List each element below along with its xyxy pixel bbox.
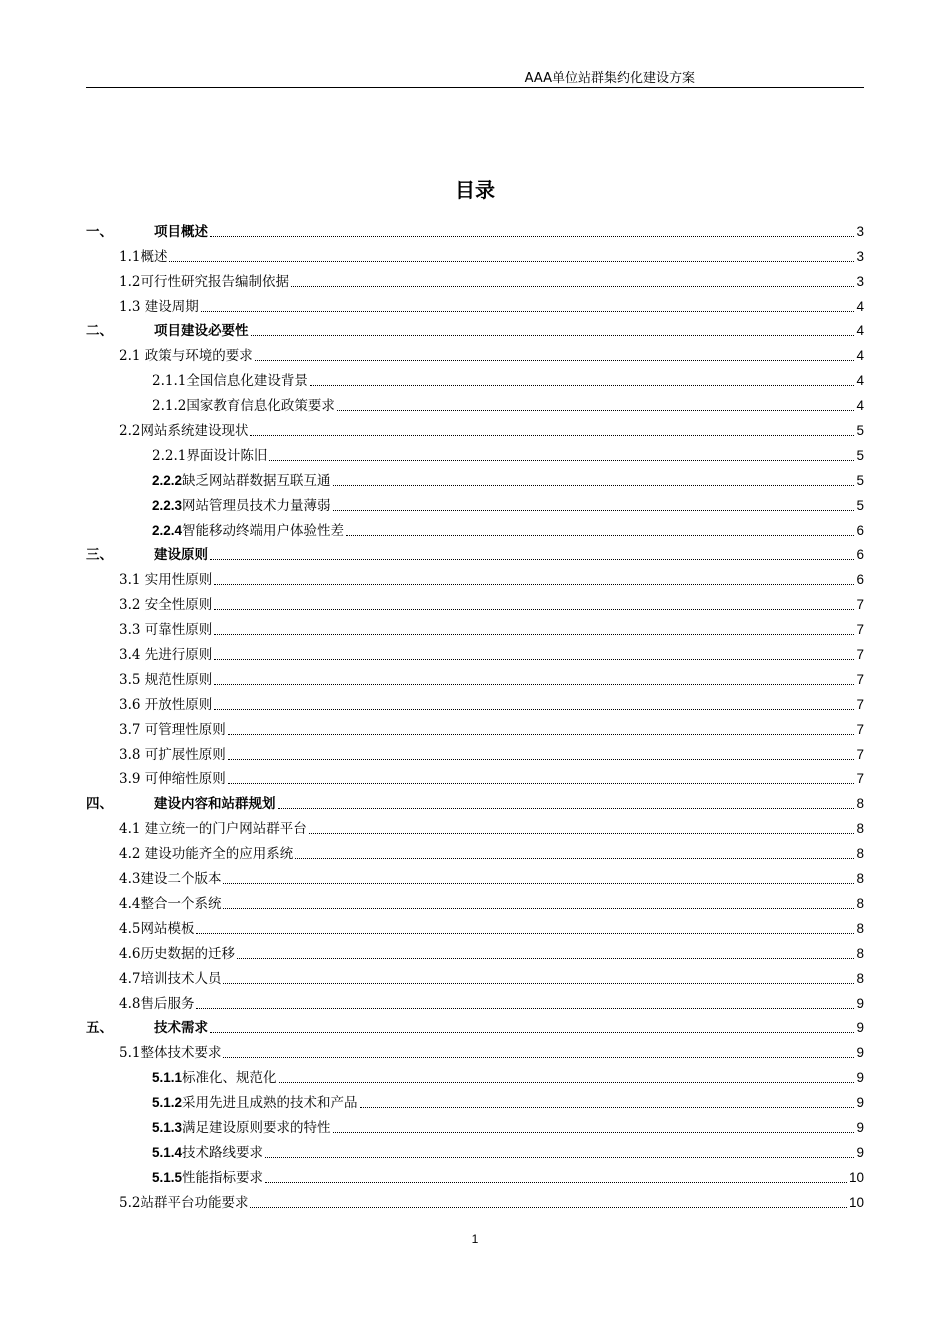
toc-dot-leader xyxy=(210,1032,854,1033)
toc-entry-number: 二、 xyxy=(86,323,113,340)
toc-entry[interactable] xyxy=(86,1037,864,1062)
toc-dot-leader xyxy=(255,360,855,361)
toc-entry[interactable] xyxy=(86,988,864,1013)
toc-entry[interactable] xyxy=(86,490,864,515)
toc-entry-page: 4 xyxy=(856,398,864,414)
toc-dot-leader xyxy=(360,1107,855,1108)
toc-entry-page: 8 xyxy=(856,945,864,961)
toc-entry-text: 3.5 规范性原则 xyxy=(119,671,213,688)
toc-entry-page: 5 xyxy=(856,497,864,513)
toc-dot-leader xyxy=(250,435,854,436)
toc-entry-text: 2.2网站系统建设现状 xyxy=(119,423,249,440)
toc-entry-number: 2.2.2 xyxy=(152,472,183,488)
toc-dot-leader xyxy=(269,460,854,461)
toc-entry[interactable] xyxy=(86,440,864,465)
toc-entry-number: 5.1.3 xyxy=(152,1119,183,1135)
toc-entry[interactable] xyxy=(86,963,864,988)
toc-entry[interactable] xyxy=(86,863,864,888)
toc-dot-leader xyxy=(214,684,854,685)
toc-entry-number: 2.2.4 xyxy=(152,522,183,538)
toc-entry[interactable] xyxy=(86,291,864,316)
toc-entry-page: 9 xyxy=(856,1095,864,1111)
toc-dot-leader xyxy=(237,958,855,959)
toc-entry[interactable] xyxy=(86,465,864,490)
toc-entry[interactable] xyxy=(86,764,864,789)
toc-entry-text: 4.4整合一个系统 xyxy=(119,895,222,912)
toc-entry-text: 3.1 实用性原则 xyxy=(119,572,213,589)
toc-dot-leader xyxy=(228,783,855,784)
toc-entry-text: 2.2.1界面设计陈旧 xyxy=(152,447,268,464)
toc-entry[interactable] xyxy=(86,241,864,266)
toc-dot-leader xyxy=(228,734,855,735)
toc-entry-page: 4 xyxy=(856,298,864,314)
toc-entry[interactable] xyxy=(86,639,864,664)
toc-entry-text: 满足建设原则要求的特性 xyxy=(182,1119,331,1136)
toc-entry[interactable] xyxy=(86,1137,864,1162)
toc-entry-number: 四、 xyxy=(86,796,113,813)
toc-entry-text: 采用先进且成熟的技术和产品 xyxy=(182,1095,358,1112)
page-number: 1 xyxy=(471,1232,479,1246)
toc-entry-page: 8 xyxy=(856,920,864,936)
toc-entry[interactable] xyxy=(86,614,864,639)
toc-entry-number: 五、 xyxy=(86,1020,113,1037)
toc-entry-text: 4.3建设二个版本 xyxy=(119,871,222,888)
toc-entry-text: 2.1.2国家教育信息化政策要求 xyxy=(152,398,335,415)
toc-entry-page: 4 xyxy=(856,323,864,339)
toc-entry-text: 4.5网站模板 xyxy=(119,920,195,937)
toc-entry-text: 标准化、规范化 xyxy=(182,1070,277,1087)
toc-dot-leader xyxy=(169,261,854,262)
toc-dot-leader xyxy=(291,286,855,287)
toc-entry-number: 三、 xyxy=(86,547,113,564)
toc-entry[interactable] xyxy=(86,564,864,589)
toc-dot-leader xyxy=(333,485,855,486)
toc-entry-page: 7 xyxy=(856,746,864,762)
toc-entry-text: 缺乏网站群数据互联互通 xyxy=(182,472,331,489)
toc-entry-number: 5.1.5 xyxy=(152,1169,183,1185)
toc-entry-text: 4.6历史数据的迁移 xyxy=(119,945,235,962)
toc-entry-page: 4 xyxy=(856,348,864,364)
toc-entry-text: 性能指标要求 xyxy=(182,1169,264,1186)
toc-dot-leader xyxy=(223,883,854,884)
toc-entry-page: 8 xyxy=(856,796,864,812)
toc-entry-page: 9 xyxy=(856,1020,864,1036)
toc-entry-page: 8 xyxy=(856,895,864,911)
toc-entry-page: 9 xyxy=(856,1070,864,1086)
toc-entry-page: 5 xyxy=(856,472,864,488)
toc-dot-leader xyxy=(214,584,854,585)
toc-dot-leader xyxy=(196,1008,854,1009)
toc-entry-number: 5.1.2 xyxy=(152,1095,183,1111)
toc-entry-page: 3 xyxy=(856,223,864,239)
toc-dot-leader xyxy=(210,236,854,237)
toc-entry-page: 9 xyxy=(856,1045,864,1061)
toc-dot-leader xyxy=(265,1157,854,1158)
toc-entry-page: 8 xyxy=(856,846,864,862)
toc-dot-leader xyxy=(278,808,855,809)
toc-entry-number: 2.2.3 xyxy=(152,497,183,513)
toc-dot-leader xyxy=(279,1082,855,1083)
toc-entry-text: 网站管理员技术力量薄弱 xyxy=(182,497,331,514)
toc-entry-page: 10 xyxy=(848,1169,864,1185)
toc-entry-page: 5 xyxy=(856,447,864,463)
toc-dot-leader xyxy=(223,1057,854,1058)
toc-dot-leader xyxy=(214,609,854,610)
toc-dot-leader xyxy=(214,634,854,635)
toc-entry[interactable] xyxy=(86,1112,864,1137)
toc-entry-page: 9 xyxy=(856,1119,864,1135)
toc-entry[interactable] xyxy=(86,1087,864,1112)
toc-entry[interactable] xyxy=(86,838,864,863)
toc-entry[interactable] xyxy=(86,216,864,241)
toc-entry-page: 4 xyxy=(856,373,864,389)
toc-entry-text: 4.2 建设功能齐全的应用系统 xyxy=(119,846,294,863)
toc-entry-text: 3.9 可伸缩性原则 xyxy=(119,771,226,788)
toc-entry[interactable] xyxy=(86,1162,864,1187)
toc-entry-text: 5.1整体技术要求 xyxy=(119,1045,222,1062)
toc-entry[interactable] xyxy=(86,689,864,714)
toc-entry-text: 建设原则 xyxy=(154,547,208,564)
toc-entry-page: 7 xyxy=(856,721,864,737)
document-header-title: AAA单位站群集约化建设方案 xyxy=(524,71,695,86)
toc-entry-text: 3.8 可扩展性原则 xyxy=(119,746,226,763)
toc-entry-text: 技术需求 xyxy=(154,1020,208,1037)
toc-entry-text: 2.1.1全国信息化建设背景 xyxy=(152,373,308,390)
toc-entry-text: 1.1概述 xyxy=(119,248,168,265)
toc-dot-leader xyxy=(295,858,854,859)
toc-entry[interactable] xyxy=(86,888,864,913)
toc-entry[interactable] xyxy=(86,1062,864,1087)
toc-entry[interactable] xyxy=(86,714,864,739)
toc-dot-leader xyxy=(251,335,855,336)
toc-entry-text: 5.2站群平台功能要求 xyxy=(119,1194,249,1211)
table-of-contents xyxy=(86,216,864,1212)
toc-entry[interactable] xyxy=(86,813,864,838)
toc-entry-page: 6 xyxy=(856,572,864,588)
toc-entry-text: 智能移动终端用户体验性差 xyxy=(182,522,345,539)
toc-entry[interactable] xyxy=(86,316,864,341)
toc-entry-page: 6 xyxy=(856,522,864,538)
toc-entry-text: 建设内容和站群规划 xyxy=(154,796,276,813)
toc-entry-page: 6 xyxy=(856,547,864,563)
toc-entry-page: 5 xyxy=(856,423,864,439)
toc-dot-leader xyxy=(214,659,854,660)
toc-entry-number: 5.1.4 xyxy=(152,1144,183,1160)
toc-entry-page: 8 xyxy=(856,821,864,837)
toc-entry-text: 1.2可行性研究报告编制依据 xyxy=(119,273,289,290)
toc-dot-leader xyxy=(337,410,855,411)
toc-entry-page: 10 xyxy=(848,1194,864,1210)
toc-dot-leader xyxy=(250,1207,846,1208)
toc-entry-text: 3.3 可靠性原则 xyxy=(119,622,213,639)
toc-entry-page: 7 xyxy=(856,671,864,687)
toc-entry[interactable] xyxy=(86,788,864,813)
toc-dot-leader xyxy=(223,983,854,984)
toc-entry-text: 2.1 政策与环境的要求 xyxy=(119,348,253,365)
toc-entry-number: 一、 xyxy=(86,223,113,240)
toc-entry-page: 3 xyxy=(856,273,864,289)
toc-entry-text: 3.7 可管理性原则 xyxy=(119,721,226,738)
toc-dot-leader xyxy=(201,311,855,312)
toc-dot-leader xyxy=(210,559,854,560)
toc-entry-text: 4.1 建立统一的门户网站群平台 xyxy=(119,821,307,838)
toc-entry-page: 7 xyxy=(856,597,864,613)
toc-entry-text: 项目概述 xyxy=(154,223,208,240)
toc-dot-leader xyxy=(333,510,855,511)
toc-entry-page: 7 xyxy=(856,771,864,787)
toc-dot-leader xyxy=(310,385,855,386)
toc-entry-text: 1.3 建设周期 xyxy=(119,298,199,315)
toc-entry-text: 3.4 先进行原则 xyxy=(119,647,213,664)
toc-dot-leader xyxy=(309,833,855,834)
toc-dot-leader xyxy=(196,933,854,934)
toc-dot-leader xyxy=(214,709,854,710)
toc-entry[interactable] xyxy=(86,1187,864,1212)
toc-entry[interactable] xyxy=(86,365,864,390)
toc-dot-leader xyxy=(333,1132,855,1133)
toc-entry-text: 技术路线要求 xyxy=(182,1144,264,1161)
toc-entry-page: 8 xyxy=(856,970,864,986)
toc-entry-page: 9 xyxy=(856,995,864,1011)
toc-entry[interactable] xyxy=(86,340,864,365)
header-rule xyxy=(86,87,864,88)
toc-entry-page: 7 xyxy=(856,647,864,663)
toc-entry[interactable] xyxy=(86,515,864,540)
toc-entry[interactable] xyxy=(86,540,864,565)
toc-entry[interactable] xyxy=(86,913,864,938)
toc-entry[interactable] xyxy=(86,415,864,440)
toc-entry-page: 8 xyxy=(856,871,864,887)
toc-entry[interactable] xyxy=(86,664,864,689)
toc-entry-page: 7 xyxy=(856,696,864,712)
toc-entry-text: 4.7培训技术人员 xyxy=(119,970,222,987)
toc-dot-leader xyxy=(223,908,854,909)
toc-entry[interactable] xyxy=(86,390,864,415)
toc-entry-page: 9 xyxy=(856,1144,864,1160)
toc-entry[interactable] xyxy=(86,266,864,291)
toc-entry-text: 3.6 开放性原则 xyxy=(119,696,213,713)
toc-entry[interactable] xyxy=(86,1013,864,1038)
toc-entry-text: 3.2 安全性原则 xyxy=(119,597,213,614)
toc-entry-page: 3 xyxy=(856,248,864,264)
toc-entry[interactable] xyxy=(86,938,864,963)
toc-entry-text: 4.8售后服务 xyxy=(119,995,195,1012)
toc-entry-text: 项目建设必要性 xyxy=(154,323,249,340)
toc-dot-leader xyxy=(265,1182,847,1183)
toc-entry-number: 5.1.1 xyxy=(152,1070,183,1086)
toc-entry[interactable] xyxy=(86,589,864,614)
toc-entry-page: 7 xyxy=(856,622,864,638)
toc-dot-leader xyxy=(346,535,854,536)
toc-dot-leader xyxy=(228,759,855,760)
toc-title: 目录 xyxy=(455,178,495,202)
toc-entry[interactable] xyxy=(86,739,864,764)
